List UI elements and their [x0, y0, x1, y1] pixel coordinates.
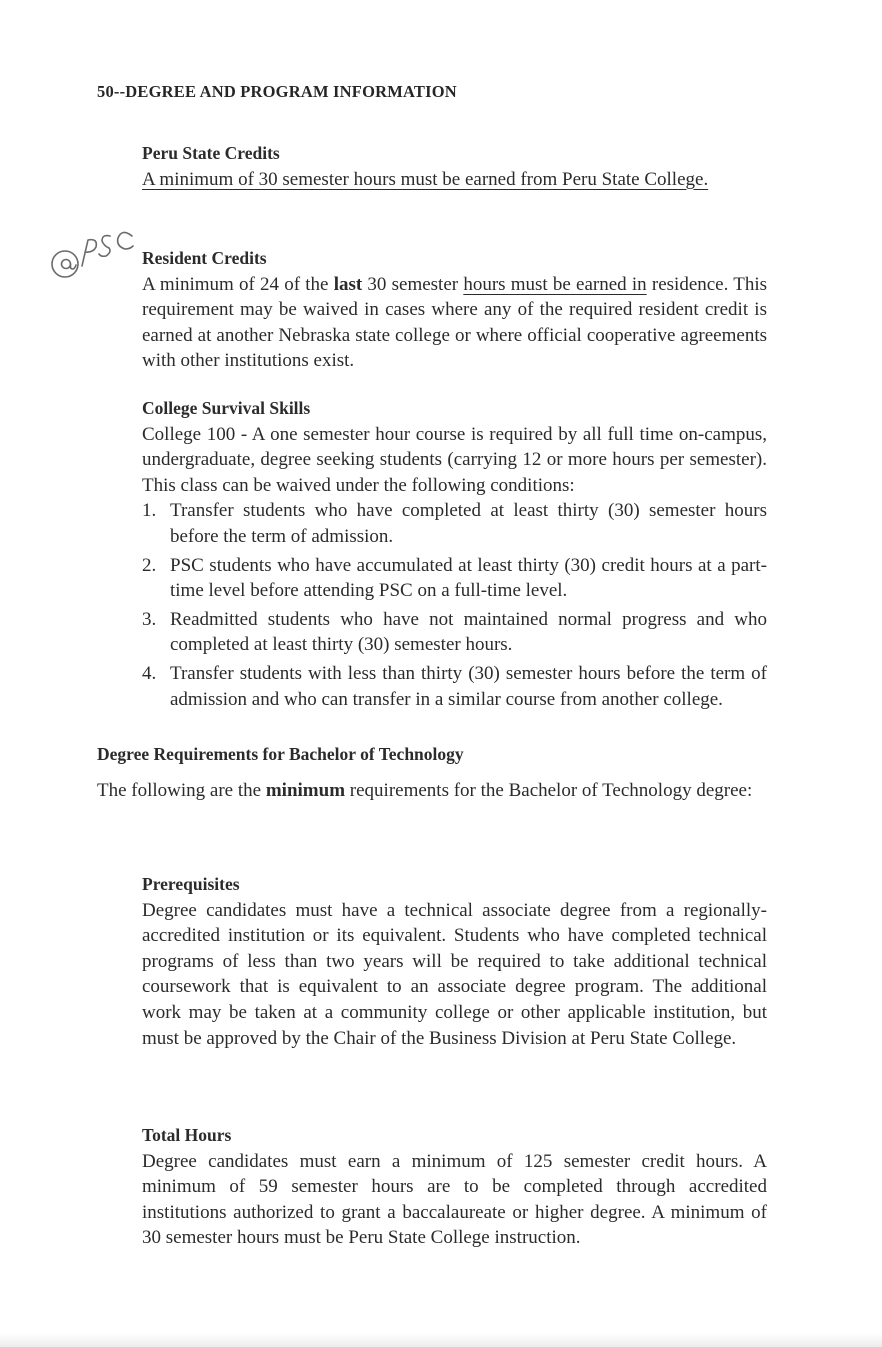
- section-text: College 100 - A one semester hour course is required by all full time on-campus, undergraduate, degree seeking students (carrying 12 or more hours per semester). This class can be waived under the following conditions:: [142, 423, 767, 496]
- section-heading: Degree Requirements for Bachelor of Technology: [97, 744, 464, 764]
- text-fragment: The following are the: [97, 779, 266, 801]
- section-text: [97, 778, 767, 804]
- handwritten-annotation-icon: [48, 222, 138, 286]
- list-number: 4.: [142, 662, 157, 684]
- section-heading: Total Hours: [142, 1125, 232, 1145]
- waiver-conditions-list: [142, 498, 767, 712]
- list-number: 2.: [142, 554, 157, 576]
- underlined-text: hours must be earned in: [463, 273, 647, 295]
- text-fragment: 30 semester: [362, 273, 464, 295]
- list-item: [142, 661, 767, 712]
- section-heading: Prerequisites: [142, 874, 240, 894]
- emphasis-minimum: minimum: [265, 779, 346, 801]
- list-text: Transfer students who have completed at least thirty (30) semester hours before the term of admission.: [170, 500, 767, 547]
- list-item: [142, 553, 767, 604]
- list-number: 3.: [142, 608, 157, 630]
- page-bottom-edge: [0, 1333, 882, 1347]
- list-text: Readmitted students who have not maintained normal progress and who completed at least thirty (30) semester hours.: [170, 608, 767, 656]
- text-fragment: A minimum of 24 of the: [142, 273, 334, 295]
- section-bachelor-of-technology: [97, 742, 767, 803]
- list-item: [142, 498, 767, 549]
- section-prerequisites: [142, 872, 767, 1051]
- emphasis-last: last: [333, 273, 363, 295]
- running-head: 50--DEGREE AND PROGRAM INFORMATION: [97, 82, 457, 101]
- section-heading: Peru State Credits: [142, 143, 280, 163]
- list-item: [142, 607, 767, 658]
- section-text: [142, 272, 767, 374]
- section-college-survival-skills: [142, 396, 767, 715]
- section-peru-state-credits: [142, 141, 767, 192]
- section-text: A minimum of 30 semester hours must be earned from Peru State College.: [142, 168, 709, 190]
- section-text: Degree candidates must earn a minimum of 125 semester credit hours. A minimum of 59 semester hours are to be completed through accredited institutions authorized to grant a baccalaureate or higher degree. A minimum of 30 semester hours must be Peru State College instruction.: [142, 1150, 767, 1249]
- list-text: PSC students who have accumulated at least thirty (30) credit hours at a part-time level before attending PSC on a full-time level.: [170, 554, 767, 602]
- list-text: Transfer students with less than thirty (30) semester hours before the term of admission and who can transfer in a similar course from another college.: [170, 662, 767, 710]
- section-heading: Resident Credits: [142, 248, 267, 268]
- section-total-hours: [142, 1123, 767, 1251]
- text-fragment: requirements for the Bachelor of Technology degree:: [345, 779, 753, 801]
- section-heading: College Survival Skills: [142, 398, 311, 418]
- text-fragment: residence. This requirement may be waived in cases where any of the required resident credit is earned at another Nebraska state college or where official cooperative agreements with other institutions exist.: [142, 273, 768, 372]
- section-resident-credits: [142, 246, 767, 374]
- list-number: 1.: [142, 500, 157, 522]
- section-text: Degree candidates must have a technical associate degree from a regionally-accredited institution or its equivalent. Students who have completed technical programs of less than two years will be required to take additional technical coursework that is equivalent to an associate degree program. The additional work may be taken at a community college or other applicable institution, but must be approved by the Chair of the Business Division at Peru State College.: [142, 899, 767, 1049]
